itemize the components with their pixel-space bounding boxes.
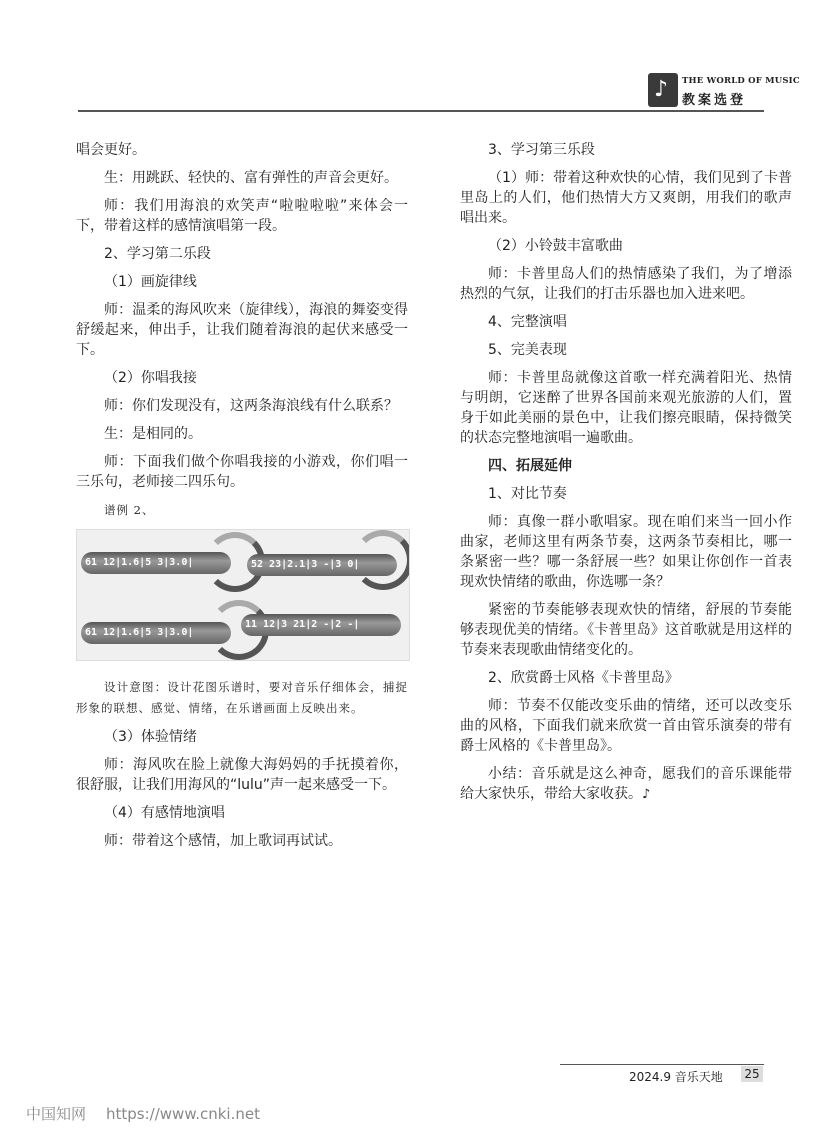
wave-icon bbox=[353, 530, 410, 590]
subheading: （3）体验情绪 bbox=[104, 729, 197, 745]
end-mark-icon: ♪ bbox=[642, 787, 651, 802]
score-bar: 61 12|1.6|5 3|3.0| bbox=[85, 557, 194, 568]
paragraph: 师：温柔的海风吹来（旋律线），海浪的舞姿变得舒缓起来，伸出手，让我们随着海浪的起伏来感受一下。 bbox=[76, 302, 408, 358]
subheading: 1、对比节奏 bbox=[488, 486, 567, 502]
right-column bbox=[460, 140, 792, 813]
magazine-logo bbox=[648, 73, 678, 107]
subheading: 2、学习第二乐段 bbox=[104, 246, 211, 262]
paragraph: 师：你们发现没有，这两条海浪线有什么联系？ bbox=[104, 398, 398, 414]
score-example-image bbox=[76, 529, 410, 661]
paragraph: 师：卡普里岛就像这首歌一样充满着阳光、热情与明朗，它迷醉了世界各国前来观光旅游的人们，置身于如此美丽的景色中，让我们擦亮眼睛，保持微笑的状态完整地演唱一遍歌曲。 bbox=[460, 370, 792, 446]
score-label: 谱例 2、 bbox=[104, 503, 155, 517]
page-header bbox=[648, 73, 800, 111]
score-bar: 61 12|1.6|5 3|3.0| bbox=[85, 627, 194, 638]
footer-divider bbox=[560, 1064, 764, 1065]
score-bar: 11 12|3 21|2 -|2 -| bbox=[245, 619, 360, 630]
subheading: （2）小铃鼓丰富歌曲 bbox=[488, 238, 623, 254]
watermark-url[interactable]: https://www.cnki.net bbox=[106, 1105, 260, 1123]
subheading: 3、学习第三乐段 bbox=[488, 142, 595, 158]
subheading: （4）有感情地演唱 bbox=[104, 805, 225, 821]
page-number: 25 bbox=[741, 1066, 763, 1082]
subheading: （2）你唱我接 bbox=[104, 370, 197, 386]
paragraph: （1）师：带着这种欢快的心情，我们见到了卡普里岛上的人们，他们热情大方又爽朗，用我们的歌声唱出来。 bbox=[460, 170, 792, 226]
watermark bbox=[26, 1103, 280, 1124]
paragraph: 师：海风吹在脸上就像大海妈妈的手抚摸着你，很舒服，让我们用海风的“lulu”声一起来感受一下。 bbox=[76, 757, 408, 793]
paragraph: 师：下面我们做个你唱我接的小游戏，你们唱一三乐句，老师接二四乐句。 bbox=[76, 454, 408, 490]
design-intent: 设计意图：设计花图乐谱时，要对音乐仔细体会，捕捉形象的联想、感觉、情绪，在乐谱画面上反映出来。 bbox=[76, 680, 408, 715]
paragraph bbox=[460, 764, 792, 805]
paragraph: 唱会更好。 bbox=[76, 142, 146, 158]
music-note-icon: ♪ bbox=[654, 77, 669, 102]
score-bar: 52 23|2.1|3 -|3 0| bbox=[251, 559, 360, 570]
magazine-title-en: THE WORLD OF MUSIC bbox=[682, 76, 800, 86]
header-divider bbox=[78, 110, 764, 112]
section-title: 教案选登 bbox=[682, 93, 747, 108]
paragraph: 师：我们用海浪的欢笑声“啦啦啦啦”来体会一下，带着这样的感情演唱第一段。 bbox=[76, 198, 408, 234]
section-heading: 四、拓展延伸 bbox=[488, 458, 572, 474]
paragraph: 师：节奏不仅能改变乐曲的情绪，还可以改变乐曲的风格，下面我们就来欣赏一首由管乐演奏的带有爵士风格的《卡普里岛》。 bbox=[460, 698, 792, 754]
subheading: 2、欣赏爵士风格《卡普里岛》 bbox=[488, 670, 679, 686]
paragraph: 紧密的节奏能够表现欢快的情绪，舒展的节奏能够表现优美的情绪。《卡普里岛》这首歌就是用这样的节奏来表现歌曲情绪变化的。 bbox=[460, 602, 792, 658]
summary-text: 小结：音乐就是这么神奇，愿我们的音乐课能带给大家快乐，带给大家收获。 bbox=[460, 766, 792, 802]
left-column bbox=[76, 140, 408, 859]
subheading: 5、完美表现 bbox=[488, 342, 567, 358]
watermark-site: 中国知网 bbox=[26, 1105, 87, 1123]
subheading: 4、完整演唱 bbox=[488, 314, 567, 330]
paragraph: 师：卡普里岛人们的热情感染了我们，为了增添热烈的气氛，让我们的打击乐器也加入进来吧。 bbox=[460, 266, 792, 302]
paragraph: 师：带着这个感情，加上歌词再试试。 bbox=[104, 833, 342, 849]
paragraph: 师：真像一群小歌唱家。现在咱们来当一回小作曲家，老师这里有两条节奏，这两条节奏相比，哪一条紧密一些？哪一条舒展一些？如果让你创作一首表现欢快情绪的歌曲，你选哪一条？ bbox=[460, 514, 792, 590]
paragraph: 生：用跳跃、轻快的、富有弹性的声音会更好。 bbox=[104, 170, 398, 186]
subheading: （1）画旋律线 bbox=[104, 274, 197, 290]
paragraph: 生：是相同的。 bbox=[104, 426, 202, 442]
footer-issue: 2024.9 音乐天地 bbox=[629, 1070, 723, 1084]
